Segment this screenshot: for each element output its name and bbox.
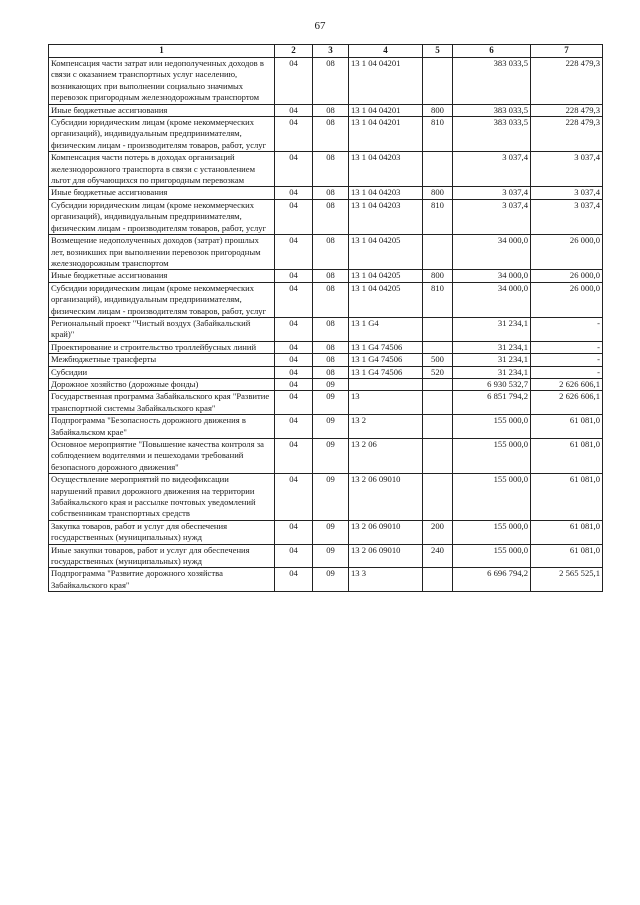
col-header-3: 3 xyxy=(313,45,349,58)
table-row xyxy=(49,544,603,568)
table-row xyxy=(49,415,603,439)
row-expense-type xyxy=(423,568,453,592)
row-section: 04 xyxy=(275,270,313,282)
row-subsection: 09 xyxy=(313,439,349,474)
row-amount-2: 2 626 606,1 xyxy=(531,391,603,415)
row-subsection: 08 xyxy=(313,104,349,116)
row-amount-2: 61 081,0 xyxy=(531,474,603,521)
row-amount-2: 26 000,0 xyxy=(531,235,603,270)
row-target-article: 13 1 G4 74506 xyxy=(349,354,423,366)
row-subsection: 09 xyxy=(313,415,349,439)
row-subsection: 08 xyxy=(313,282,349,317)
row-amount-1: 31 234,1 xyxy=(453,354,531,366)
row-amount-1: 6 930 532,7 xyxy=(453,378,531,390)
row-section: 04 xyxy=(275,199,313,234)
col-header-4: 4 xyxy=(349,45,423,58)
row-name: Субсидии юридическим лицам (кроме некоммерческих организаций), индивидуальным предпринимателям, физическим лицам - производителям товаров, работ, услуг xyxy=(49,282,275,317)
row-amount-2: - xyxy=(531,341,603,353)
table-row xyxy=(49,117,603,152)
row-expense-type xyxy=(423,341,453,353)
row-subsection: 08 xyxy=(313,152,349,187)
table-row xyxy=(49,520,603,544)
row-expense-type: 240 xyxy=(423,544,453,568)
row-target-article: 13 1 04 04201 xyxy=(349,117,423,152)
row-section: 04 xyxy=(275,58,313,105)
row-section: 04 xyxy=(275,235,313,270)
row-expense-type: 800 xyxy=(423,187,453,199)
row-section: 04 xyxy=(275,104,313,116)
row-target-article: 13 2 xyxy=(349,415,423,439)
row-expense-type: 500 xyxy=(423,354,453,366)
row-target-article: 13 2 06 09010 xyxy=(349,520,423,544)
row-section: 04 xyxy=(275,391,313,415)
row-amount-1: 155 000,0 xyxy=(453,474,531,521)
row-amount-1: 3 037,4 xyxy=(453,152,531,187)
table-row xyxy=(49,378,603,390)
row-amount-2: 228 479,3 xyxy=(531,58,603,105)
row-subsection: 09 xyxy=(313,544,349,568)
row-name: Иные бюджетные ассигнования xyxy=(49,270,275,282)
row-amount-1: 383 033,5 xyxy=(453,117,531,152)
row-target-article: 13 1 G4 xyxy=(349,317,423,341)
table-row xyxy=(49,366,603,378)
row-amount-1: 31 234,1 xyxy=(453,317,531,341)
row-section: 04 xyxy=(275,520,313,544)
row-name: Субсидии xyxy=(49,366,275,378)
row-expense-type: 810 xyxy=(423,282,453,317)
row-amount-2: - xyxy=(531,354,603,366)
row-target-article: 13 2 06 xyxy=(349,439,423,474)
row-expense-type: 810 xyxy=(423,199,453,234)
row-name: Региональный проект "Чистый воздух (Забайкальский край)" xyxy=(49,317,275,341)
row-section: 04 xyxy=(275,378,313,390)
row-subsection: 08 xyxy=(313,187,349,199)
row-amount-1: 34 000,0 xyxy=(453,270,531,282)
row-amount-1: 34 000,0 xyxy=(453,282,531,317)
row-section: 04 xyxy=(275,317,313,341)
row-amount-1: 31 234,1 xyxy=(453,366,531,378)
row-amount-2: 61 081,0 xyxy=(531,544,603,568)
row-expense-type: 520 xyxy=(423,366,453,378)
row-amount-1: 3 037,4 xyxy=(453,187,531,199)
row-expense-type: 800 xyxy=(423,104,453,116)
row-name: Проектирование и строительство троллейбусных линий xyxy=(49,341,275,353)
row-section: 04 xyxy=(275,568,313,592)
table-row xyxy=(49,317,603,341)
row-name: Иные бюджетные ассигнования xyxy=(49,187,275,199)
row-amount-2: 2 626 606,1 xyxy=(531,378,603,390)
row-expense-type xyxy=(423,474,453,521)
row-amount-1: 155 000,0 xyxy=(453,439,531,474)
row-amount-2: 61 081,0 xyxy=(531,439,603,474)
row-section: 04 xyxy=(275,282,313,317)
table-row xyxy=(49,354,603,366)
row-amount-1: 155 000,0 xyxy=(453,544,531,568)
row-name: Компенсация части потерь в доходах организаций железнодорожного транспорта в связи с установлением льгот для обучающихся по пригородным перевозкам xyxy=(49,152,275,187)
row-subsection: 09 xyxy=(313,391,349,415)
row-amount-2: 3 037,4 xyxy=(531,187,603,199)
col-header-5: 5 xyxy=(423,45,453,58)
row-target-article: 13 2 06 09010 xyxy=(349,474,423,521)
col-header-6: 6 xyxy=(453,45,531,58)
row-name: Компенсация части затрат или недополученных доходов в связи с оказанием транспортных услуг населению, возникающих при выполнении социально значимых перевозок пригородным железнодорожным транспортом xyxy=(49,58,275,105)
row-subsection: 09 xyxy=(313,474,349,521)
row-name: Иные закупки товаров, работ и услуг для обеспечения государственных (муниципальных) нужд xyxy=(49,544,275,568)
row-target-article: 13 1 04 04203 xyxy=(349,187,423,199)
row-subsection: 08 xyxy=(313,58,349,105)
row-target-article: 13 1 04 04205 xyxy=(349,270,423,282)
row-amount-2: - xyxy=(531,317,603,341)
row-subsection: 09 xyxy=(313,568,349,592)
row-amount-2: 61 081,0 xyxy=(531,415,603,439)
row-expense-type xyxy=(423,58,453,105)
row-subsection: 09 xyxy=(313,520,349,544)
page-number: 67 xyxy=(314,20,326,32)
row-name: Дорожное хозяйство (дорожные фонды) xyxy=(49,378,275,390)
row-expense-type xyxy=(423,378,453,390)
row-expense-type: 200 xyxy=(423,520,453,544)
row-subsection: 09 xyxy=(313,378,349,390)
row-amount-2: 26 000,0 xyxy=(531,270,603,282)
row-amount-2: 3 037,4 xyxy=(531,199,603,234)
row-amount-1: 6 696 794,2 xyxy=(453,568,531,592)
row-expense-type: 800 xyxy=(423,270,453,282)
row-amount-2: - xyxy=(531,366,603,378)
row-amount-1: 155 000,0 xyxy=(453,520,531,544)
row-target-article: 13 1 G4 74506 xyxy=(349,366,423,378)
table-row xyxy=(49,341,603,353)
row-amount-2: 228 479,3 xyxy=(531,117,603,152)
table-row xyxy=(49,439,603,474)
row-name: Государственная программа Забайкальского края "Развитие транспортной системы Забайкальского края" xyxy=(49,391,275,415)
row-amount-1: 6 851 794,2 xyxy=(453,391,531,415)
row-amount-2: 3 037,4 xyxy=(531,152,603,187)
row-section: 04 xyxy=(275,474,313,521)
col-header-2: 2 xyxy=(275,45,313,58)
row-subsection: 08 xyxy=(313,341,349,353)
row-subsection: 08 xyxy=(313,317,349,341)
row-amount-1: 155 000,0 xyxy=(453,415,531,439)
row-expense-type xyxy=(423,415,453,439)
row-section: 04 xyxy=(275,544,313,568)
row-expense-type: 810 xyxy=(423,117,453,152)
table-header-row xyxy=(49,45,603,58)
table-row xyxy=(49,270,603,282)
row-section: 04 xyxy=(275,152,313,187)
budget-table xyxy=(48,44,603,592)
row-section: 04 xyxy=(275,341,313,353)
row-name: Подпрограмма "Безопасность дорожного движения в Забайкальском крае" xyxy=(49,415,275,439)
table-row xyxy=(49,199,603,234)
row-name: Субсидии юридическим лицам (кроме некоммерческих организаций), индивидуальным предпринимателям, физическим лицам - производителям товаров, работ, услуг xyxy=(49,117,275,152)
row-amount-1: 31 234,1 xyxy=(453,341,531,353)
row-section: 04 xyxy=(275,415,313,439)
row-target-article: 13 2 06 09010 xyxy=(349,544,423,568)
row-name: Возмещение недополученных доходов (затрат) прошлых лет, возникших при выполнении перевозок пригородным железнодорожным транспортом xyxy=(49,235,275,270)
row-target-article: 13 1 G4 74506 xyxy=(349,341,423,353)
row-amount-2: 2 565 525,1 xyxy=(531,568,603,592)
row-name: Основное мероприятие "Повышение качества контроля за соблюдением водителями и пешеходами требований безопасного дорожного движения" xyxy=(49,439,275,474)
row-target-article: 13 3 xyxy=(349,568,423,592)
row-name: Субсидии юридическим лицам (кроме некоммерческих организаций), индивидуальным предпринимателям, физическим лицам - производителям товаров, работ, услуг xyxy=(49,199,275,234)
row-section: 04 xyxy=(275,439,313,474)
row-target-article: 13 1 04 04201 xyxy=(349,104,423,116)
table-row xyxy=(49,474,603,521)
row-expense-type xyxy=(423,391,453,415)
table-row xyxy=(49,104,603,116)
row-subsection: 08 xyxy=(313,354,349,366)
row-subsection: 08 xyxy=(313,235,349,270)
row-name: Закупка товаров, работ и услуг для обеспечения государственных (муниципальных) нужд xyxy=(49,520,275,544)
row-expense-type xyxy=(423,439,453,474)
row-amount-1: 3 037,4 xyxy=(453,199,531,234)
row-target-article: 13 1 04 04205 xyxy=(349,282,423,317)
row-subsection: 08 xyxy=(313,270,349,282)
table-row xyxy=(49,235,603,270)
row-amount-1: 383 033,5 xyxy=(453,104,531,116)
row-amount-1: 34 000,0 xyxy=(453,235,531,270)
table-row xyxy=(49,58,603,105)
table-row xyxy=(49,568,603,592)
row-target-article: 13 1 04 04201 xyxy=(349,58,423,105)
row-target-article: 13 xyxy=(349,391,423,415)
row-name: Иные бюджетные ассигнования xyxy=(49,104,275,116)
row-amount-2: 61 081,0 xyxy=(531,520,603,544)
row-section: 04 xyxy=(275,187,313,199)
row-subsection: 08 xyxy=(313,117,349,152)
table-row xyxy=(49,152,603,187)
row-amount-2: 228 479,3 xyxy=(531,104,603,116)
row-amount-2: 26 000,0 xyxy=(531,282,603,317)
row-expense-type xyxy=(423,235,453,270)
row-target-article: 13 1 04 04205 xyxy=(349,235,423,270)
col-header-1: 1 xyxy=(49,45,275,58)
row-target-article: 13 1 04 04203 xyxy=(349,199,423,234)
row-section: 04 xyxy=(275,354,313,366)
row-target-article: 13 1 04 04203 xyxy=(349,152,423,187)
row-section: 04 xyxy=(275,366,313,378)
table-row xyxy=(49,187,603,199)
row-expense-type xyxy=(423,317,453,341)
table-row xyxy=(49,282,603,317)
row-subsection: 08 xyxy=(313,199,349,234)
row-name: Межбюджетные трансферты xyxy=(49,354,275,366)
row-expense-type xyxy=(423,152,453,187)
row-amount-1: 383 033,5 xyxy=(453,58,531,105)
row-name: Осуществление мероприятий по видеофиксации нарушений правил дорожного движения на территории Забайкальского края и рассылке почтовых уведомлений собственникам транспортных средств xyxy=(49,474,275,521)
row-subsection: 08 xyxy=(313,366,349,378)
row-name: Подпрограмма "Развитие дорожного хозяйства Забайкальского края" xyxy=(49,568,275,592)
row-section: 04 xyxy=(275,117,313,152)
row-target-article xyxy=(349,378,423,390)
col-header-7: 7 xyxy=(531,45,603,58)
table-row xyxy=(49,391,603,415)
